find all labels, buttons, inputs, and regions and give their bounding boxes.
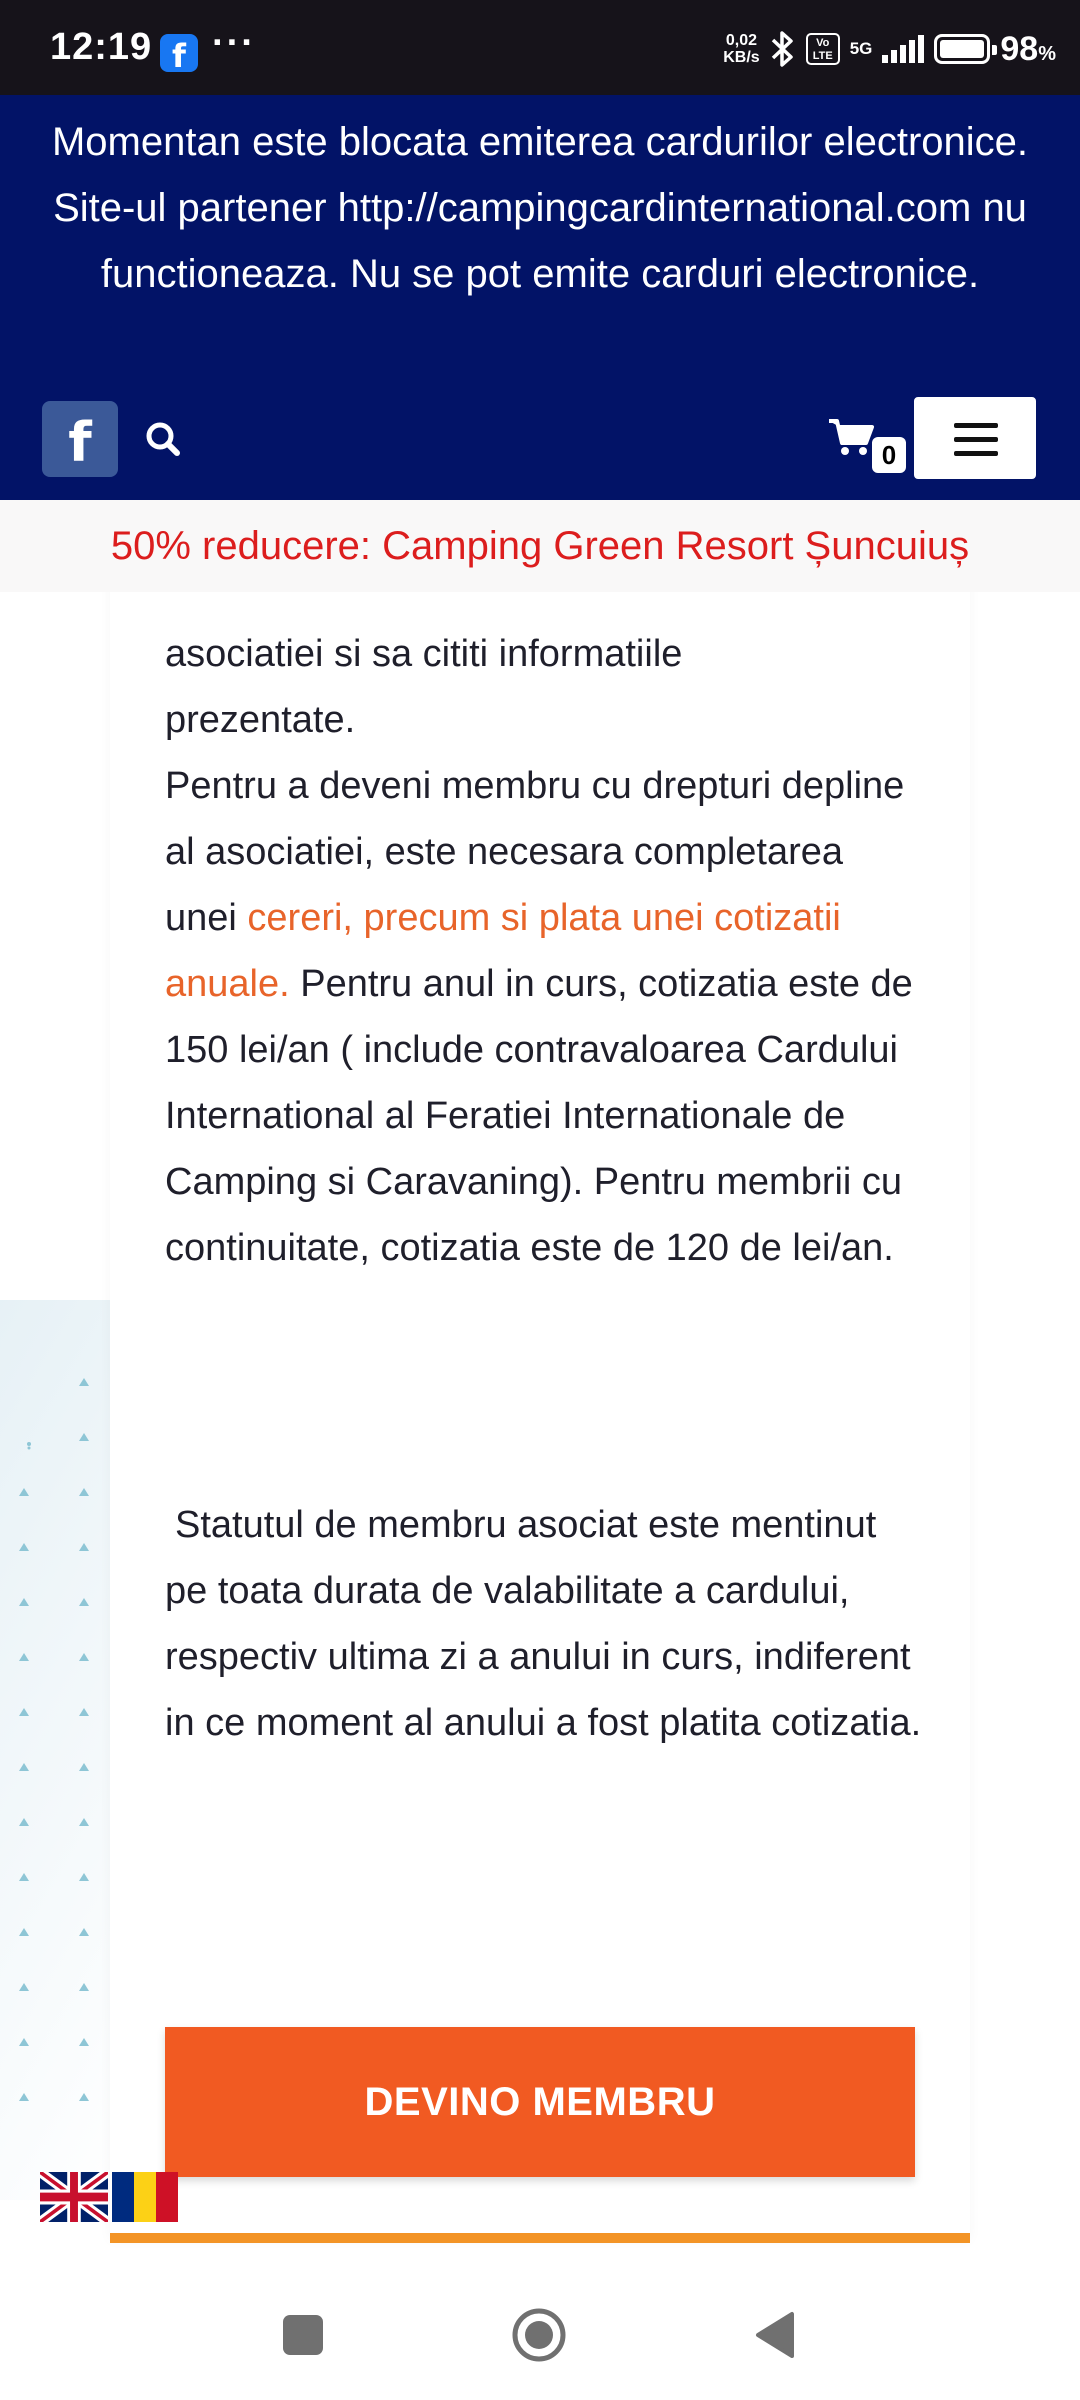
text-line: prezentate. — [165, 699, 356, 741]
facebook-icon[interactable]: f — [42, 401, 118, 477]
search-icon[interactable] — [140, 415, 190, 465]
status-icons — [723, 24, 1056, 74]
network-speed: 0,02 KB/s — [723, 32, 760, 66]
facebook-notification-icon: f — [160, 34, 198, 72]
application-fee-link[interactable]: cereri, precum si plata unei cotizatii anuale. — [165, 897, 841, 1005]
cart-count-badge: 0 — [872, 437, 906, 473]
recent-apps-icon[interactable] — [283, 2315, 323, 2355]
home-icon[interactable] — [511, 2307, 567, 2363]
hamburger-icon — [954, 423, 998, 428]
membership-info — [165, 621, 925, 1281]
divider — [110, 2233, 970, 2243]
bluetooth-icon — [770, 30, 796, 68]
battery-icon — [934, 34, 990, 64]
status-time: 12:19 — [50, 26, 153, 68]
menu-button[interactable] — [912, 395, 1038, 481]
romania-flag-icon[interactable] — [112, 2172, 178, 2222]
battery-percent: 98% — [1000, 29, 1056, 68]
status-bar — [0, 0, 1080, 95]
promo-banner[interactable]: 50% reducere: Camping Green Resort Șuncuiuș — [0, 500, 1080, 592]
cart-icon[interactable] — [828, 417, 876, 457]
uk-flag-icon[interactable] — [40, 2172, 108, 2222]
become-member-button[interactable]: DEVINO MEMBRU — [165, 2027, 915, 2177]
membership-paragraph: Pentru a deveni membru cu drepturi depline al asociatiei, este necesara completarea unei cereri, precum si plata unei cotizatii anuale. Pentru anul in curs, cotizatia este de 150 lei/an ( include contravaloarea Cardului International al Feratiei Internationale de Camping si Caravaning). Pentru membrii cu continuitate, cotizatia este de 120 de lei/an. — [165, 765, 913, 1269]
more-notifications-icon: ··· — [212, 22, 256, 64]
back-icon[interactable] — [752, 2310, 796, 2360]
signal-icon — [882, 35, 924, 63]
language-switcher — [40, 2172, 178, 2222]
text-line: asociatiei si sa cititi informatiile — [165, 633, 683, 675]
membership-status-paragraph: Statutul de membru asociat este mentinut pe toata durata de valabilitate a cardului, respectiv ultima zi a anului in curs, indiferent in ce moment al anului a fost platita cotizatia. — [165, 1504, 922, 1744]
network-type: 5G — [849, 39, 873, 58]
site-header — [0, 95, 1080, 500]
volte-icon: Vo LTE — [806, 33, 840, 65]
blocked-cards-notice: Momentan este blocata emiterea cardurilor electronice. Site-ul partener http://campingcardinternational.com nu functioneaza. Nu se pot emite carduri electronice. — [51, 120, 1029, 296]
dot-pattern-decoration — [16, 1378, 96, 2178]
